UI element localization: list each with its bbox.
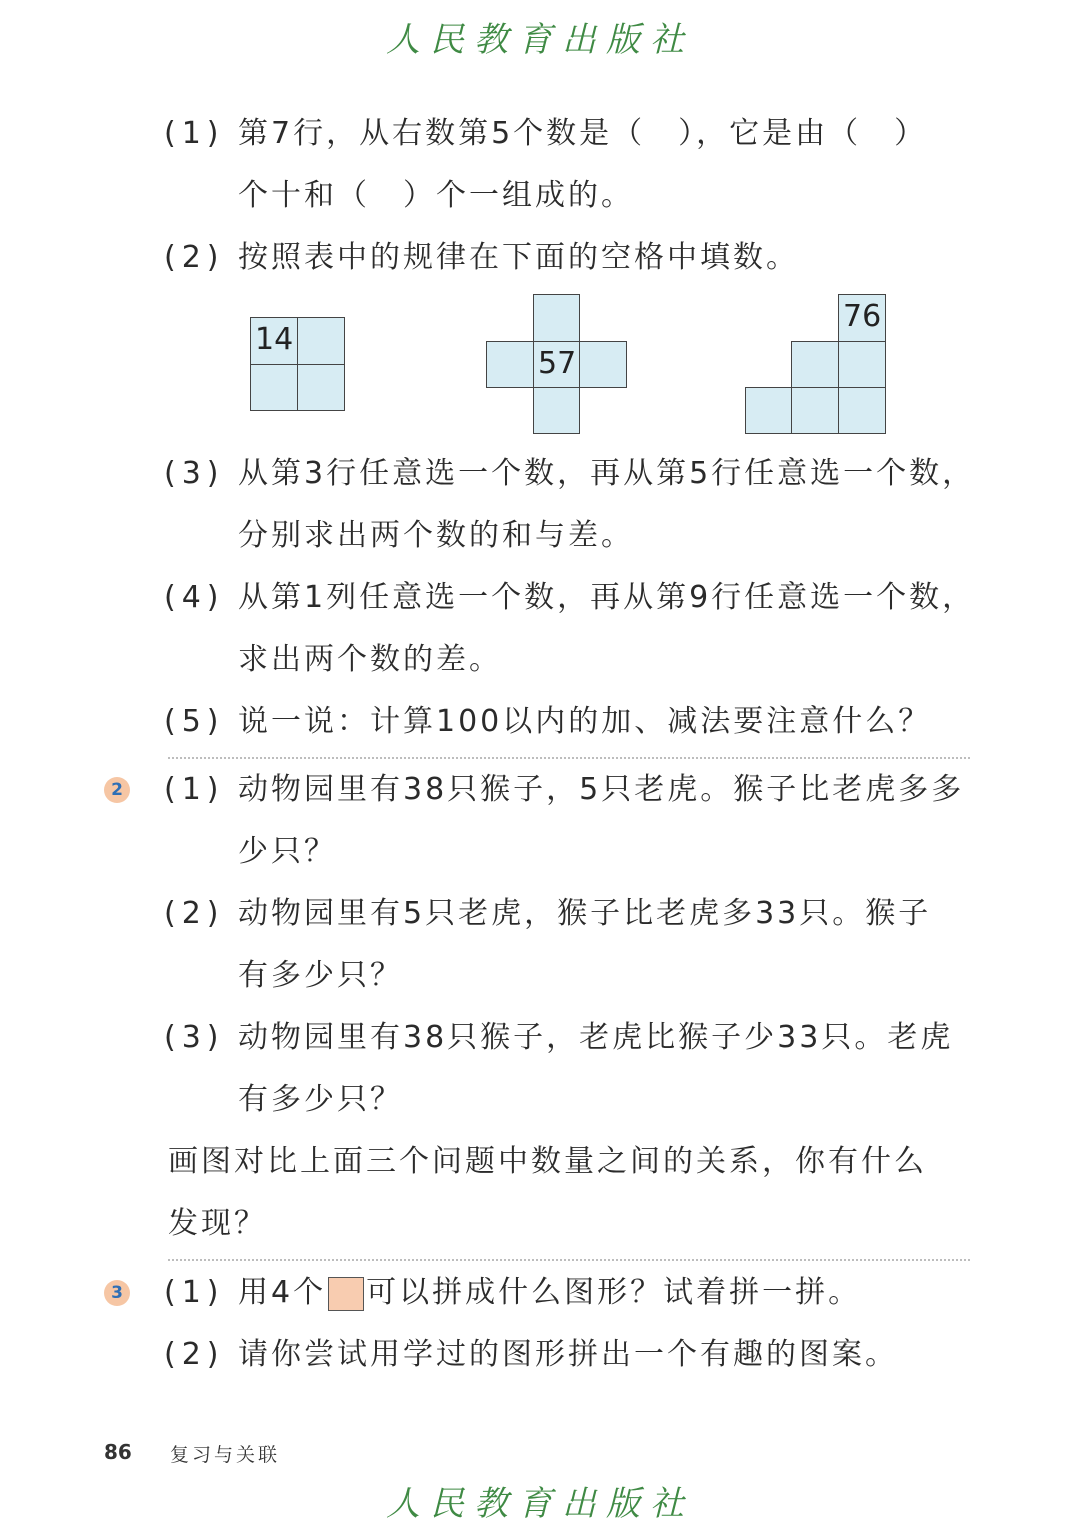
- question-text: 有多少只？: [238, 1082, 403, 1117]
- question-text: 分别求出两个数的和与差。: [238, 518, 634, 553]
- grid-cell[interactable]: [297, 317, 345, 365]
- grid-cell[interactable]: [579, 341, 627, 388]
- question-text-pre: 用4个: [238, 1275, 327, 1310]
- question-text: 个十和（ ）个一组成的。: [238, 178, 634, 213]
- question-text: 从第3行任意选一个数，再从第5行任意选一个数，: [238, 456, 976, 491]
- grid-cell: [533, 341, 580, 388]
- question-text: 求出两个数的差。: [238, 642, 502, 677]
- item-number: (2): [164, 1337, 225, 1372]
- question-text: 动物园里有5只老虎，猴子比老虎多33只。猴子: [238, 896, 932, 931]
- grid-number: 76: [843, 299, 882, 334]
- summary-text: 画图对比上面三个问题中数量之间的关系，你有什么: [168, 1144, 927, 1179]
- section-title: 复习与关联: [170, 1444, 281, 1466]
- grid-number: 14: [255, 322, 294, 357]
- grid-cell[interactable]: [791, 387, 839, 434]
- item-number: (3): [164, 1020, 225, 1055]
- publisher-watermark-bottom: 人民教育出版社: [386, 1484, 694, 1524]
- grid-cell[interactable]: [533, 387, 580, 434]
- grid-cell[interactable]: [838, 387, 886, 434]
- publisher-watermark-top: 人民教育出版社: [386, 20, 694, 60]
- question-text: 从第1列任意选一个数，再从第9行任意选一个数，: [238, 580, 976, 615]
- grid-cell[interactable]: [533, 294, 580, 342]
- item-number: (4): [164, 580, 225, 615]
- question-text: 动物园里有38只猴子，5只老虎。猴子比老虎多多: [238, 772, 965, 807]
- summary-text: 发现？: [168, 1206, 267, 1241]
- grid-cell[interactable]: [297, 364, 345, 411]
- grid-cell[interactable]: [486, 341, 534, 388]
- grid-cell: [250, 317, 298, 365]
- question-text: 第7行，从右数第5个数是（ ），它是由（ ）: [238, 116, 928, 151]
- item-number: (1): [164, 116, 225, 151]
- item-number: (3): [164, 456, 225, 491]
- question-text: 按照表中的规律在下面的空格中填数。: [238, 240, 799, 275]
- section-divider: [168, 1259, 970, 1261]
- grid-cell[interactable]: [250, 364, 298, 411]
- section-divider: [168, 757, 970, 759]
- question-text-post: 可以拼成什么图形？试着拼一拼。: [366, 1275, 862, 1310]
- question-text: 动物园里有38只猴子，老虎比猴子少33只。老虎: [238, 1020, 954, 1055]
- question-badge: 3: [104, 1280, 130, 1306]
- question-text: [238, 1273, 861, 1313]
- grid-number: 57: [538, 346, 577, 381]
- item-number: (5): [164, 704, 225, 739]
- square-tile-icon: [328, 1277, 364, 1311]
- question-text: 说一说：计算100以内的加、减法要注意什么？: [238, 704, 932, 739]
- grid-cell[interactable]: [745, 387, 792, 434]
- question-text: 有多少只？: [238, 958, 403, 993]
- item-number: (1): [164, 1275, 225, 1310]
- item-number: (2): [164, 240, 225, 275]
- question-badge: 2: [104, 777, 130, 803]
- grid-cell[interactable]: [791, 341, 839, 388]
- page-number: 86: [104, 1440, 132, 1464]
- grid-cell: [838, 294, 886, 342]
- item-number: (1): [164, 772, 225, 807]
- question-text: 请你尝试用学过的图形拼出一个有趣的图案。: [238, 1337, 898, 1372]
- item-number: (2): [164, 896, 225, 931]
- grid-cell[interactable]: [838, 341, 886, 388]
- question-text: 少只？: [238, 834, 337, 869]
